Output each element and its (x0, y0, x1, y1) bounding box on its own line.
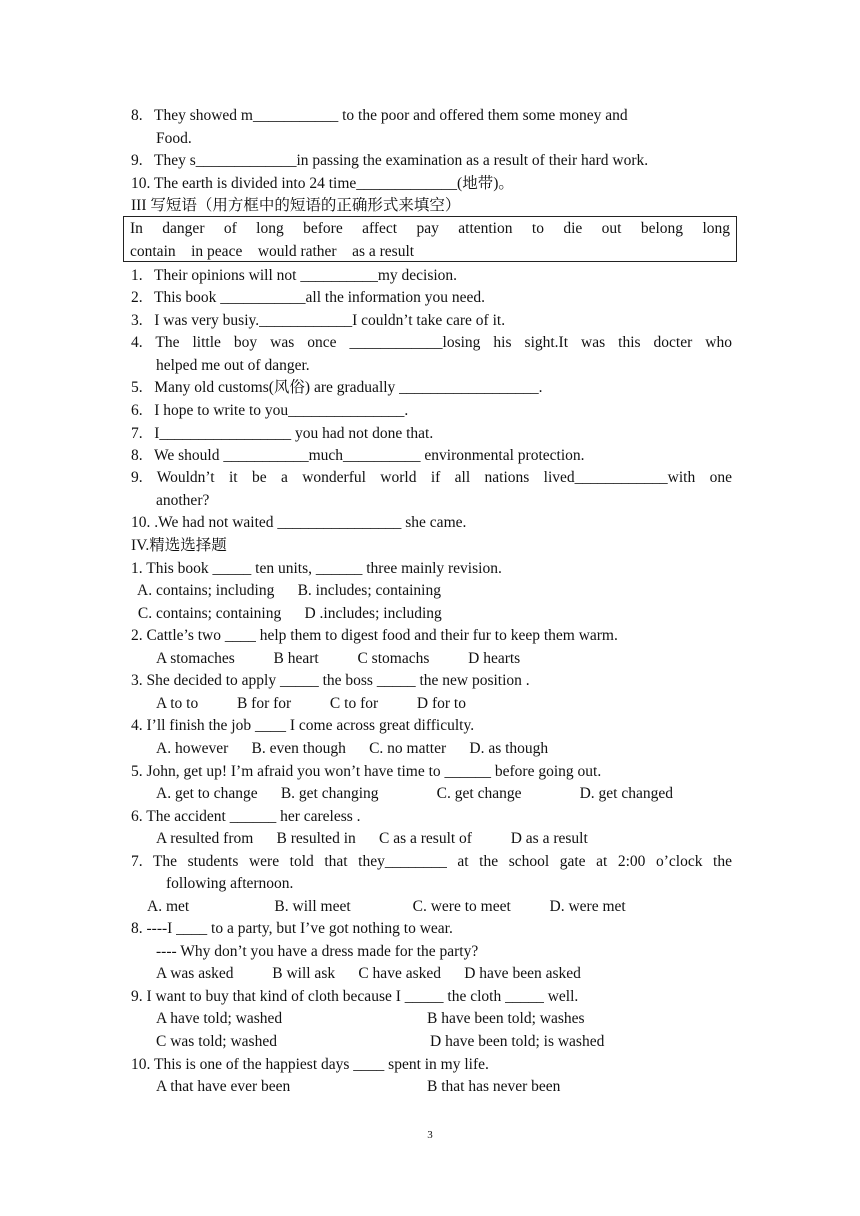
text-line: 3. I was very busiy.____________I couldn’t take care of it. (131, 312, 506, 329)
text-line: A have told; washed (156, 1010, 283, 1027)
text-line: 8. We should ___________much__________ environmental protection. (131, 447, 585, 464)
text-line: 5. John, get up! I’m afraid you won’t have time to ______ before going out. (131, 763, 602, 780)
text-line: 2. Cattle’s two ____ help them to digest food and their fur to keep them warm. (131, 627, 618, 644)
text-line: Food. (156, 130, 192, 147)
text-line: A to to B for for C to for D for to (156, 695, 466, 712)
phrase-box-row-1: In danger of long before affect pay attention to die out belong long (130, 220, 730, 237)
text-line: 4. I’ll finish the job ____ I come across great difficulty. (131, 717, 475, 734)
text-line: A was asked B will ask C have asked D have been asked (156, 965, 581, 982)
text-line: 2. This book ___________all the information you need. (131, 289, 486, 306)
text-line: following afternoon. (166, 875, 294, 892)
text-line: 8. ----I ____ to a party, but I’ve got nothing to wear. (131, 920, 453, 937)
phrase-box-row-2: contain in peace would rather as a result (130, 243, 415, 260)
text-line: A resulted from B resulted in C as a result of D as a result (156, 830, 588, 847)
text-line: A. met B. will meet C. were to meet D. were met (147, 898, 626, 915)
text-line: 10. .We had not waited ________________ she came. (131, 514, 467, 531)
text-line: A stomaches B heart C stomachs D hearts (156, 650, 521, 667)
text-line: A that have ever been (156, 1078, 291, 1095)
text-line: another? (156, 492, 210, 509)
text-line: 10. The earth is divided into 24 time_____________(地带)。 (131, 175, 514, 192)
text-line: A. get to change B. get changing C. get change D. get changed (156, 785, 673, 802)
text-line: 9. I want to buy that kind of cloth because I _____ the cloth _____ well. (131, 988, 579, 1005)
page-number: 3 (427, 1129, 433, 1141)
text-line: 1. This book _____ ten units, ______ three mainly revision. (131, 560, 502, 577)
text-line: 6. The accident ______ her careless . (131, 808, 361, 825)
text-line: 7. I_________________ you had not done that. (131, 425, 434, 442)
text-line: B have been told; washes (427, 1010, 585, 1027)
phrase-box (123, 216, 737, 262)
text-line: 1. Their opinions will not __________my decision. (131, 267, 458, 284)
text-line: 5. Many old customs(风俗) are gradually __________________. (131, 379, 543, 396)
text-line: D have been told; is washed (430, 1033, 605, 1050)
text-line: C. contains; containing D .includes; including (134, 605, 442, 622)
text-line-justified: 7. The students were told that they________ at the school gate at 2:00 o’clock the (131, 853, 732, 870)
text-line: 3. She decided to apply _____ the boss _____ the new position . (131, 672, 530, 689)
text-line: 6. I hope to write to you_______________. (131, 402, 409, 419)
text-line: C was told; washed (156, 1033, 277, 1050)
text-line: ---- Why don’t you have a dress made for the party? (156, 943, 479, 960)
text-line: 8. They showed m___________ to the poor and offered them some money and (131, 107, 628, 124)
text-line-justified: 9. Wouldn’t it be a wonderful world if all nations lived____________with one (131, 469, 732, 486)
text-line: A. however B. even though C. no matter D. as though (156, 740, 549, 757)
text-line: 9. They s_____________in passing the examination as a result of their hard work. (131, 152, 649, 169)
text-line: A. contains; including B. includes; containing (134, 582, 441, 599)
text-line: B that has never been (427, 1078, 561, 1095)
text-line-justified: 4. The little boy was once ____________losing his sight.It was this docter who (131, 334, 732, 351)
text-line: IV.精选选择题 (131, 537, 227, 554)
text-line: helped me out of danger. (156, 357, 310, 374)
text-line: 10. This is one of the happiest days ____ spent in my life. (131, 1056, 489, 1073)
text-line: III 写短语（用方框中的短语的正确形式来填空） (131, 197, 461, 214)
